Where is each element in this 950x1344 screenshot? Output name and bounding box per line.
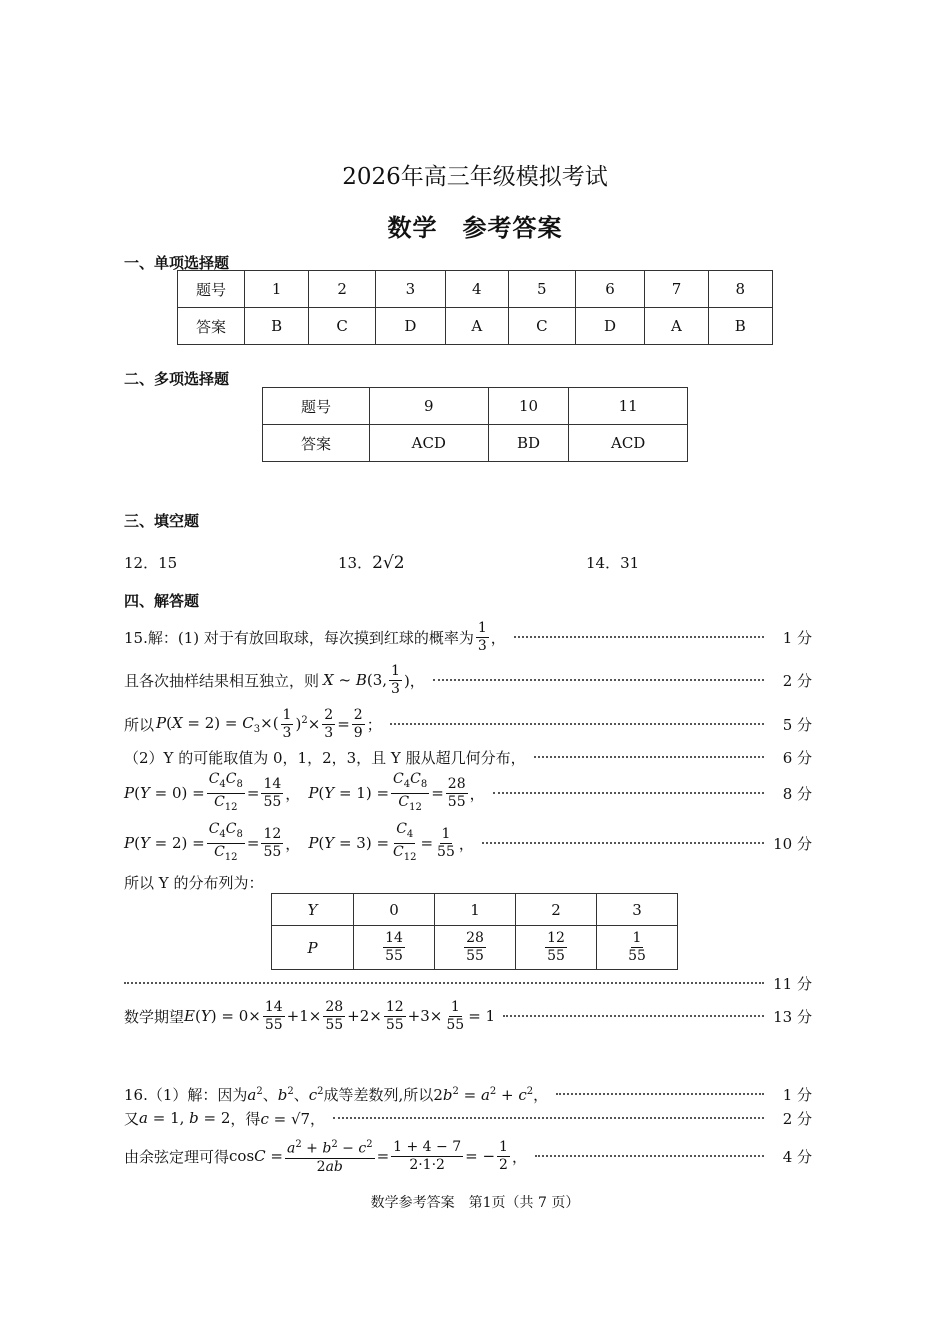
- table-cell: 7: [645, 271, 708, 308]
- q15-text-7: 所以 Y 的分布列为：: [124, 874, 264, 892]
- table-cell: 1: [245, 271, 309, 308]
- math-fraction: $\frac{C_4C_8}{C_{12}}$: [208, 820, 243, 863]
- table-row: [178, 308, 773, 345]
- table-cell: P: [307, 938, 318, 957]
- page-subtitle: 数学 参考答案: [387, 213, 563, 242]
- answer-q13: [338, 552, 405, 573]
- table-cell: 4: [445, 271, 508, 308]
- row-label: 题号: [178, 271, 245, 308]
- multi-choice-table: [262, 387, 688, 462]
- math-expression: P(Y = 3) =: [308, 834, 390, 852]
- dot-leader: [493, 792, 764, 794]
- table-cell: B: [708, 308, 772, 345]
- math-expression: P(Y = 0) =: [124, 784, 205, 802]
- table-cell: 6: [575, 271, 645, 308]
- math-expression: P(Y = 2) =: [124, 834, 205, 852]
- score-label: 13 分: [773, 1007, 812, 1026]
- math-fraction: $\frac{C_4C_8}{C_{12}}$: [208, 770, 243, 813]
- math-fraction: $\frac{2}{9}$: [353, 706, 363, 741]
- q15-line-2: 且各次抽样结果相互独立，则 X ~ B(3, $\frac{1}{3}$ )， 2 分: [124, 662, 812, 697]
- dot-leader: [390, 723, 764, 725]
- q16-line-3: 由余弦定理可得 cosC = $\frac{a^2 + b^2 - c^2}{2ab}$ = $\frac{1 + 4 - 7}{2\cdot 1\cdot 2}$ = − $\frac{1}{2}$ ， 4 分: [124, 1134, 812, 1178]
- dot-leader: [433, 679, 764, 681]
- math-fraction: $\frac{1}{55}$: [446, 998, 465, 1033]
- q15-line-8: [124, 973, 812, 993]
- table-cell: A: [445, 308, 508, 345]
- table-cell: A: [645, 308, 708, 345]
- row-label: 答案: [263, 425, 370, 462]
- q15-line-6: P(Y = 2) = $\frac{C_4C_8}{C_{12}}$ = $\frac{12}{55}$ ， P(Y = 3) = $\frac{C_4}{C_{12}}$ = $\frac{1}{55}$ ， 10 分: [124, 822, 812, 864]
- q15-line-9: 数学期望 E(Y) = 0× $\frac{14}{55}$ +1× $\frac{28}{55}$ +2× $\frac{12}{55}$ +3× $\frac{1}{55}$ = 1 13 分: [124, 998, 812, 1033]
- math-fraction: $\frac{1}{55}$: [437, 825, 455, 860]
- math-fraction: $\frac{1}{3}$: [477, 619, 487, 654]
- q15-text-1: 15.解：(1) 对于有放回取球，每次摸到红球的概率为: [124, 628, 474, 647]
- math-fraction: $\frac{1 + 4 - 7}{2\cdot 1\cdot 2}$: [393, 1138, 462, 1173]
- table-cell: B: [245, 308, 309, 345]
- q15-line-4: [124, 746, 812, 768]
- page-title: 2026年高三年级模拟考试: [342, 164, 608, 190]
- math-expression: E(Y) = 0×: [184, 1007, 261, 1025]
- table-cell: D: [575, 308, 645, 345]
- q16-text-1: 16.（1）解：因为: [124, 1085, 248, 1104]
- q15-text-9: 数学期望: [124, 1007, 185, 1026]
- table-cell: 9: [370, 388, 489, 425]
- answer-q12: 12．15: [124, 554, 178, 572]
- score-label: 2 分: [782, 671, 812, 690]
- answer-q14: 14．31: [586, 554, 640, 572]
- table-row: [178, 271, 773, 308]
- dot-leader: [534, 756, 764, 758]
- q16-text-3: 由余弦定理可得: [124, 1147, 230, 1166]
- table-cell: 10: [488, 388, 569, 425]
- q15-line-3: 所以 $P(X = 2) = C_3\times$( $\frac{1}{3}$ )$^2$× $\frac{2}{3}$ = $\frac{2}{9}$ ； 5 分: [124, 706, 812, 741]
- table-cell: C: [508, 308, 575, 345]
- q15-line-5: P(Y = 0) = $\frac{C_4C_8}{C_{12}}$ = $\frac{14}{55}$ ， P(Y = 1) = $\frac{C_4C_8}{C_{12}}$ = $\frac{28}{55}$ ， 8 分: [124, 772, 812, 814]
- table-cell: 3: [376, 271, 446, 308]
- score-label: 2 分: [782, 1109, 812, 1128]
- dot-leader: [333, 1117, 764, 1119]
- score-label: 8 分: [782, 784, 812, 803]
- math-fraction: $\frac{a^2 + b^2 - c^2}{2ab}$: [285, 1136, 375, 1176]
- page-footer: 数学参考答案 第1页（共 7 页）: [370, 1195, 580, 1211]
- math-expression: X ~ B(3,: [323, 671, 388, 689]
- section-heading-solutions: 四、解答题: [124, 592, 200, 610]
- math-expression: $2b^2 = a^2 + c^2$，: [433, 1085, 549, 1104]
- math-fraction: $\frac{1}{3}$: [391, 662, 400, 697]
- table-cell: ACD: [370, 425, 489, 462]
- table-cell: C: [309, 308, 376, 345]
- math-expression: P(Y = 1) =: [308, 784, 390, 802]
- math-expression: c = √7，: [260, 1109, 326, 1128]
- table-cell: 8: [708, 271, 772, 308]
- score-label: 4 分: [782, 1147, 812, 1166]
- q13-value: 2√2: [372, 553, 405, 573]
- table-row: [272, 926, 678, 970]
- math-fraction: $\frac{28}{55}$: [325, 998, 344, 1033]
- math-expression: $a^2$、$b^2$、$c^2$: [247, 1085, 324, 1104]
- table-cell: 2: [309, 271, 376, 308]
- math-fraction: $\frac{12}{55}$: [547, 930, 565, 964]
- math-fraction: $\frac{14}{55}$: [264, 998, 283, 1033]
- math-fraction: $\frac{14}{55}$: [385, 930, 403, 964]
- table-cell: 11: [569, 388, 688, 425]
- math-fraction: $\frac{14}{55}$: [263, 775, 282, 810]
- table-row: [263, 425, 688, 462]
- math-fraction: $\frac{1}{55}$: [628, 930, 646, 964]
- table-cell: 1: [435, 894, 516, 926]
- single-choice-table: [177, 270, 773, 345]
- q16-line-1: [124, 1083, 812, 1105]
- q16-text-2: 又: [124, 1109, 140, 1128]
- math-fraction: $\frac{12}{55}$: [385, 998, 404, 1033]
- q15-line-1: 15.解：(1) 对于有放回取球，每次摸到红球的概率为 $\frac{1}{3}$ ， 1 分: [124, 619, 812, 654]
- score-label: 11 分: [773, 974, 812, 993]
- q15-text-2: 且各次抽样结果相互独立，则: [124, 671, 320, 690]
- row-label: 题号: [263, 388, 370, 425]
- math-fraction: $\frac{C_4}{C_{12}}$: [393, 820, 417, 863]
- table-cell: 3: [597, 894, 678, 926]
- q13-label: 13．: [338, 554, 373, 572]
- dot-leader: [124, 982, 764, 984]
- q16-line-2: [124, 1107, 812, 1129]
- score-label: 1 分: [782, 628, 812, 647]
- math-fraction: $\frac{28}{55}$: [447, 775, 466, 810]
- score-label: 6 分: [782, 748, 812, 767]
- q16-text-2-mid: ，得: [230, 1109, 261, 1128]
- table-cell: D: [376, 308, 446, 345]
- table-cell: 2: [516, 894, 597, 926]
- table-row: [272, 894, 678, 926]
- score-label: 10 分: [773, 834, 812, 853]
- math-expression: $P(X = 2) = C_3\times$(: [156, 713, 279, 735]
- q16-text-1-mid: 成等差数列,所以: [323, 1085, 434, 1104]
- table-cell: BD: [488, 425, 569, 462]
- section-heading-single-choice: 一、单项选择题: [124, 254, 230, 272]
- math-fraction: $\frac{C_4C_8}{C_{12}}$: [393, 770, 428, 813]
- dot-leader: [535, 1155, 764, 1157]
- math-expression: a = 1, b = 2: [139, 1109, 231, 1127]
- table-cell: ACD: [569, 425, 688, 462]
- dot-leader: [514, 636, 764, 638]
- table-cell: Y: [307, 900, 318, 919]
- score-label: 5 分: [782, 715, 812, 734]
- math-fraction: $\frac{1}{3}$: [282, 706, 292, 741]
- section-heading-fill-blank: 三、填空题: [124, 512, 200, 530]
- dot-leader: [556, 1093, 764, 1095]
- q15-text-3: 所以: [124, 715, 155, 734]
- math-expression: cosC =: [229, 1147, 283, 1165]
- dot-leader: [482, 842, 764, 844]
- dot-leader: [503, 1015, 764, 1017]
- row-label: 答案: [178, 308, 245, 345]
- math-fraction: $\frac{28}{55}$: [466, 930, 484, 964]
- math-fraction: $\frac{2}{3}$: [324, 706, 334, 741]
- section-heading-multi-choice: 二、多项选择题: [124, 370, 230, 388]
- table-cell: 0: [354, 894, 435, 926]
- score-label: 1 分: [782, 1085, 812, 1104]
- table-cell: 5: [508, 271, 575, 308]
- math-fraction: $\frac{12}{55}$: [263, 825, 282, 860]
- table-row: [263, 388, 688, 425]
- distribution-table: [271, 893, 678, 970]
- math-fraction: $\frac{1}{2}$: [499, 1138, 508, 1173]
- q15-text-4: （2）Y 的可能取值为 0，1，2，3，且 Y 服从超几何分布，: [124, 748, 526, 767]
